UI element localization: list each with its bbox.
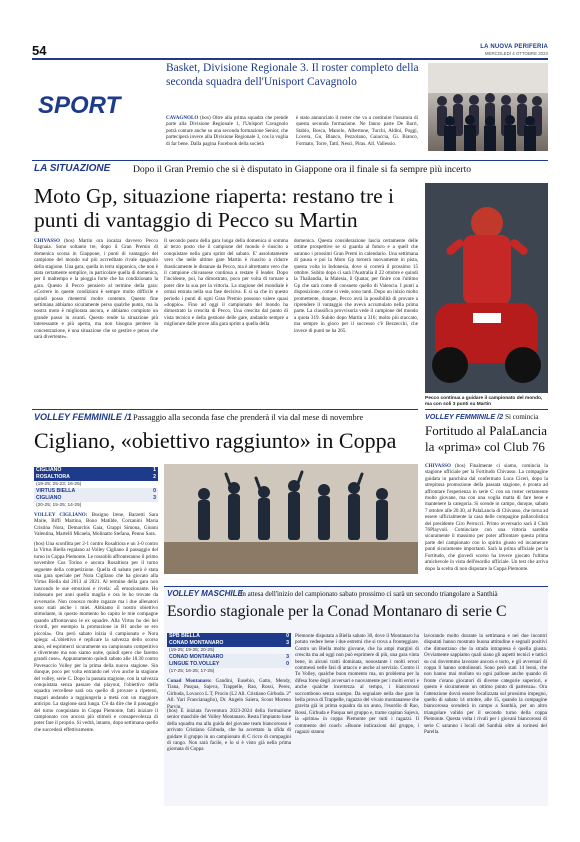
basket-column-2: è stato annunciato il roster che va a costituire l'ossatura di questa seconda formazione. Ne fanno parte De Barri, Stabio, Bosca, Manolo, Albertone, Turchi, Aldini, Poggi, Lovera, Gu, Blanco, Pezzolano, Gaiaccia, Gi. Bianco, Formato, Torre, Tatti, Nesci, Piras. All. Vallessio. <box>296 115 418 147</box>
volley3-team-name: (17-25; 16-25; 17-25) <box>169 669 215 674</box>
pecco-photo-caption: Pecco continua a guidare il campionato del mondo, ma con soli 3 punti su Martin <box>425 396 543 407</box>
volley3-column-3: lavorando molto durante la settimana e nei due incontri disputati hanno mostrato buona attitudine e segnali positivi che dimostrano che la strada intrapresa è quella giusta. Ovviamente sappiamo quali siano gli aspetti tecnici e tattici su cui dovremmo lavorare ancora e torto, e gli avversari di coppa li hanno sottolineati. Sono però stati 14 leoni, che non hanno mai mollato su ogni pallone anche quando di fronte c'erano giocatori di diverse categorie superiori, e questo è sicuramente un ottimo punto di partenza». Ora l'attenzione dovrà essere focalizzata sul prossimo impegno, quello di sabato 14 ottobre, alle 15, quando la compagine biancorossa scenderà in campo a Santhià, per un altro triangolare valido per il secondo turno della coppa Piemonte. Questa volta i rivali per i giovani biancorossi di serie C saranno i locali del Santhià oltre ai torinesi del Parella. <box>424 633 547 736</box>
volley1-score-row <box>34 481 158 488</box>
volley1-score-row <box>34 488 158 495</box>
volley3-score-row <box>167 668 291 675</box>
volleyball-team-silhouettes <box>164 464 418 574</box>
volley3-team-name: (19-25; 19-25; 20-25) <box>169 648 215 653</box>
volley3-column-1: (bos) È iniziata l'avventura 2023-2024 della formazione senior maschile del Volley Montanaro. Resta l'impianto base della squadra ma alla guida del giovane team biancorosso è arrivato Cristiano Girbuda, che ha accettato la sfida di guidare il gruppo in un campionato di C ricco di compagini di rango. Non sarà facile, e lo si è visto già nella prima giornata di Coppa <box>167 708 291 753</box>
volley1-team-score: 3 <box>153 495 156 501</box>
volley3-team-name: LINGUE TO.VOLLEY <box>169 661 220 667</box>
rider-illustration <box>425 183 548 393</box>
volley1-article: (bos) Una sconfitta per 2-1 contro Rosaltiora e un 3-0 contro la Virtus Biella regalano al Volley Cigliano il passaggio del turno in Coppa Piemonte. Le rossoblù affronteranno il primo novembre Cus Torino e ancora Rosaltiora per il turno seguente della competizione. Quella di sabato però è stata una gara speciale per Nora Cigliano che ha giocato alla Virtus Biella dal 2013 al 2021. Al termine della gara non nascondo le sue emozioni e rivela: «È emozionante. Ho indossato per anni quella maglia e ora le ho trovate da avversarie. Non conosco molte ragazze ma i due allenatori sono stati anche i miei. Abbiamo il nostro obiettivo stimolante, in questo momento ho capito le mie compagne quando affrontavano le ex squadre. Alla Virtus ho dei bei ricordi, per esempio la promozione in B1 anche se ero piccola». Ora però sabato inizia il campionato e Nora spiega: «L'obiettivo è replicare la salvezza dello scorso anno, ed esprimerci sicuramente un campionato competitivo e divertente ma non siamo unite, quindi spero che faremo grandi cose». Appuntamento quindi sabato alle 18.30 contro Pavesaccio Volley per la prima della nuova stagione. Sin dunque, poco per volta entrando nel vivo anche la stagione del volley, serie C. Dopo la passata stagione, con la salvezza conquistata senza passare dai playout, l'obiettivo della squadra vercellese sarà ora quello di provare a ripetersi, magari andando a raggiungerla a metà con un maggiore anticipo. La stagione sarà lunga. C'è da dire che il passaggio del turno conquistato in Coppa Piemonte, fatti iniziare il campionato con ancora più stimoli e consapevolezza di poter fare il proprio. Si vedrà, intanto, dopo settimana quello che succederà effettivamente. <box>34 541 158 733</box>
volley2-tag: VOLLEY FEMMINILE /2 Si comincia <box>425 412 539 421</box>
pecco-photo <box>425 183 548 393</box>
situazione-kicker: Dopo il Gran Premio che si è disputato in Giappone ora il finale si fa sempre più incerto <box>133 164 472 175</box>
volley1-score-row <box>34 502 158 509</box>
volley1-headline: Cigliano, «obiettivo raggiunto» in Coppa <box>34 428 397 453</box>
situazione-column-3: domenica. Questa considerazione lascia certamente delle ottime prospettive se si guarda al futuro e a quell che saranno i prossimi Gran Premi in calendario. Una settimana di pausa e poi la Moto Gp tornerà nuovamente in pista, questa volta in Indonesia, dove si correrà il prossimo 15 ottobre. Subito dopo ci sarà l'Australia il 22 ottobre e quindi la Thailandia, la Malesia, il Quatar, per finire con l'ultimo Gp che sarà come di consueto quello di Valencia. I punti a disposizione, come si vede, sono tanti. Dopo un inizio molto promettente, dunque, Pecco avrà la possibilità di provare a riprendere il vantaggio che aveva accumulato nella prima parte. La classifica provvisoria vede il campione del mondo a quota 319. Subito dopo Martin a 316; molto più staccato, ma sempre in gioco per il successo c'è Bezzecchi, che invece di punti ne ha 265. <box>294 238 418 334</box>
basket-team-silhouettes <box>428 63 548 151</box>
volley3-team-name: CONAD MONTANARO <box>169 640 224 646</box>
volley3-score-row <box>167 640 291 647</box>
basket-headline: Basket, Divisione Regionale 3. Il roster completo della seconda squadra dell'Unisport Cavagnolo <box>166 62 419 88</box>
volley1-tag: VOLLEY FEMMINILE /1 <box>34 412 132 422</box>
situazione-column-2: Il secondo posto della gara lunga della domenica si somma al terzo posto che il campione del mondo è riuscito a conquistare nella gara sprint del sabato. E' assolutamente vero che nelle ultime gare Martin è riuscito a ridurre drasticamente le distanze da Pecco, ma è altrettanto vero che il campione chivassese continua a restare il leader. Dopo l'incidente, poi, ha dimostrato, poco per volta di tornare a poter dire la sua per la vittoria. La stagione del mondiale è ormai entrata nella sua fase decisiva. E si sa che in questo periodo i punti di ogni Gran Premio possono valere quasi «doppio». Fino ad oggi il campionato del mondo ha dimostrato la crescita di Pecco. Una crescita dal punto di vista tecnico e della gestione delle gare, andando sempre a migliorare dalle prove alla gara sprint a quella della <box>164 238 288 328</box>
volley1-team-score: 1 <box>153 467 156 473</box>
volley1-team-name: CIGLIANO <box>36 495 62 501</box>
volley3-team-score: 3 <box>286 640 289 646</box>
section-label-sport: SPORT <box>38 92 121 119</box>
volley3-team-name: SPB BIELLA <box>169 633 200 639</box>
volley3-headline: Esordio stagionale per la Conad Montanaro di serie C <box>167 603 507 620</box>
volley1-team-name: (20-25; 15-25; 14-25) <box>36 503 82 508</box>
volley3-team-score: 3 <box>286 654 289 660</box>
volley1-team-score: 2 <box>153 474 156 480</box>
volley1-roster: VOLLEY CIGLIANO: Busigno Irene, Barzetti Sara Marie, Biffi Martina, Bono Matilde, Corzanini Maria Cristina Nora, Demarchis Gaia, Grappi Simona, Giunni Valentina, Martelli Micaela, Molinatto Stefana, Penno Sara. <box>34 512 159 538</box>
volley1-score-row <box>34 467 158 474</box>
cigliano-team-photo <box>164 464 418 574</box>
situazione-column-1: CHIVASSO (bos) Martin ora incalza davvero Pecco Bagnaia. Sono soltanto tre, dopo il Gran Premio di domenica scorsa in Giappone, i punti di vantaggio del campione del mondo sul più accreditato rivale spagnolo della stagione. Una gara, quella in terra nipponica, che non è stata certamente semplice, in particolare quella di domenica, per il maltempo e la pioggia forte che ha condizionato la gara. Questo il Pecco pensiero al termine della gara: «Correre in queste condizioni è sempre molto difficile e quindi posso ritenermi molto contento. Questo fine settimana abbiamo sicuramente perso qualche punto, ma la nostra moto è migliorata ancora, e abbiamo compiuto un grande passo in avanti. Questo rende la situazione più interessante e più aperta, ma non bisogna perdere la concentrazione, è una situazione che so gestire e penso che sarà divertente». <box>34 238 158 341</box>
volley1-team-name: (19-25; 25-23; 16-25) <box>36 482 82 487</box>
situazione-tag: LA SITUAZIONE <box>34 163 111 174</box>
volley3-score-row <box>167 633 291 640</box>
issue-date: MERCOLEDÌ 4 OTTOBRE 2023 <box>484 51 548 56</box>
volley3-team-score: 0 <box>286 633 289 639</box>
basket-column-1: CAVAGNOLO (bos) Oltre alla prima squadra che prende parte alla Divisione Regionale 1, l'Unisport Cavagnolo potrà contare anche su una seconda formazione Senior, che parteciperà invece alla Divisione Regionale 3, cos la voglia di far bene. Dalla pagina Facebook della società <box>166 115 288 147</box>
volley2-article: CHIVASSO (bos) Finalmente ci siamo, comincia la stagione ufficiale per la Fortitudo Chivasso. La compagine guidata in panchina dal confermato Luca Ciceri, dopo la strepitosa promozione della passata stagione, è pronta ad affrontare l'esperienza in serie C con un roster certamente molto giovane, ma con una voglia matta di fare bene e mantenere la categoria. Si scende in campo, dunque, sabato 7 ottobre alle 20.30, al PalaLancia di Chivasso, che torna ad essere ufficialmente la casa delle compagine pallavolistica del presidente Ciro Perrucci. Primo avversario sarà il Club 76Playvoli. Cominciare con una vittoria sarebbe sicuramente il massimo per poter affrontare questa prima parte del campionato con lo spirito giusto ed incamerare punti sicuramente importanti. Sarà la prima ufficiale per la Fortitudo, che giovedì scorso ha invece giocato l'ultima amichevole in vista dell'esordio ufficiale. Un test che arriva dopo la scelta di non disputare la Coppa Piemonte. <box>425 463 548 572</box>
volley1-kicker: Passaggio alla seconda fase che prenderà il via dal mese di novembre <box>133 413 364 422</box>
volley3-tag: VOLLEY MASCHILE <box>167 589 243 598</box>
situazione-dateline: CHIVASSO <box>34 238 60 244</box>
volley3-score-row <box>167 647 291 654</box>
volley2-headline: Fortitudo al PalaLancia la «prima» col Club 76 <box>425 423 548 454</box>
volley1-team-name: ROSALTIORA <box>36 474 70 480</box>
volley1-team-name: CIGLIANO <box>36 467 62 473</box>
basket-dateline: CAVAGNOLO <box>166 115 199 121</box>
situazione-headline: Moto Gp, situazione riaperta: restano tre i punti di vantaggio di Pecco su Martin <box>34 184 395 232</box>
volley3-kicker: In attesa dell'inizio del campionato sabato prossimo ci sarà un secondo triangolare a Santhià <box>240 590 498 598</box>
volley1-team-score: 0 <box>153 488 156 494</box>
volley1-score-row <box>34 495 158 502</box>
volley1-scoreboard <box>34 467 158 509</box>
volley1-score-row <box>34 474 158 481</box>
volley3-column-2: Piemonte disputata a Biella sabato 30, dove il Montanaro ha potuto vedere bene i due estremi che si trova a fronteggiare. Contro un Biella molto giovane, che ha ampi margini di crescita ma ad oggi non può esprimere di più, una gara vinta bene, in alcuni tratti dominata, nonostante i molti errori commessi nelle fasi di attacco e anche al servizio. Contro il To Volley, qualche buon momento ma, un problema per la difesa forse degli avversari e nuovamente per i molti errori e anche qualche incertezza al tempo, i biancorossi soccombono senza scampo. Da segnalare nella due gare la bella prova di Trappelle, ragazzo del vivaio montanarese che gravita già in prima squadra da un anno, l'esordio di Rao, Rossi, Girbuda e Pasqua nel gruppo e, trame capitan Sajeva, la «prima» in coppa Piemonte per tutti i ragazzi. Il commento del coach: «Buone indicazioni dal gruppo, i ragazzi stanno <box>295 633 419 736</box>
volley3-team-score: 0 <box>286 661 289 667</box>
volley3-scoreboard <box>167 633 291 675</box>
volley3-roster: Conad Montanaro: Gandini, Eusebio, Gatto, Mendy, Tiana, Pasqua, Sajeva, Trappelle, Rao, Rossi, Perez, Girbuda, Lovacco L.T, Procin (L2 All. Cristiano Girbuda. 2° All. Yari Francianaglio), Dr. Angelo Saiera, Scout Moreno Parvin. <box>167 678 291 710</box>
volley3-team-name: CONAD MONTANARO <box>169 654 224 660</box>
volley3-score-row <box>167 661 291 668</box>
volley3-score-row <box>167 654 291 661</box>
page-number: 54 <box>32 43 47 58</box>
masthead: LA NUOVA PERIFERIA <box>480 44 548 50</box>
volley1-team-name: VIRTUS BIELLA <box>36 488 76 494</box>
basket-team-photo <box>428 63 548 151</box>
